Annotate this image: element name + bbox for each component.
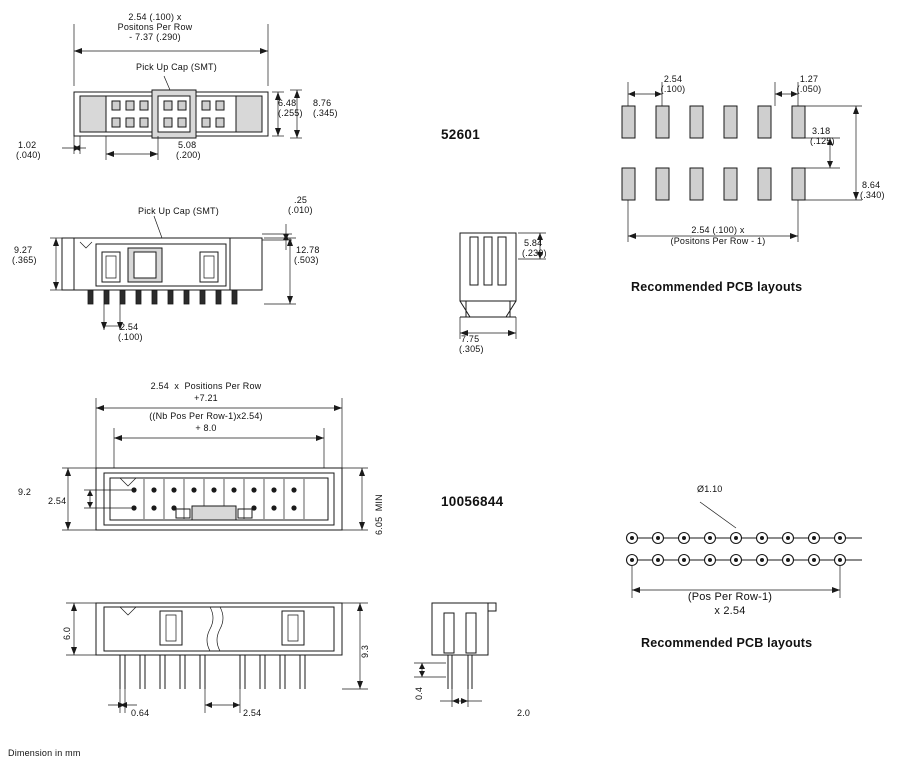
tht-side-dim-6p0: 6.0: [62, 626, 72, 640]
smt-side-dim-0p25-inch: (.010): [288, 205, 313, 215]
tht-end-dim-0p4: 0.4: [414, 686, 424, 700]
footer-note: Dimension in mm: [8, 748, 81, 758]
tht-top-dim-6p05-min: 6.05 MIN: [374, 494, 384, 535]
smt-end-dim-5p84-inch: (.230): [522, 248, 547, 258]
tht-top-dim-overall-line1: 2.54 x Positions Per Row: [150, 381, 262, 391]
tht-end-dim-2p0: 2.0: [517, 708, 531, 718]
smt-side-dim-0p25: .25: [294, 195, 308, 205]
smt-end-dim-5p84: 5.84: [524, 238, 543, 248]
smt-side-dim-12p78: 12.78: [296, 245, 320, 255]
smt-top-dim-pitch-line2: Positons Per Row: [117, 22, 193, 32]
pcb-smt-dim-span-line2: (Positons Per Row - 1): [670, 236, 766, 246]
smt-top-dim-8p76-inch: (.345): [313, 108, 338, 118]
pcb-smt-dim-2p54-inch: (.100): [660, 84, 686, 94]
pcb-smt-dim-2p54: 2.54: [663, 74, 683, 84]
part-number-top: 52601: [441, 127, 481, 142]
tht-top-dim-9p2: 9.2: [18, 487, 32, 497]
tht-side-dim-0p64: 0.64: [131, 708, 150, 718]
pcb-smt-dim-1p27: 1.27: [799, 74, 819, 84]
smt-top-dim-pitch-line3: - 7.37 (.290): [129, 32, 181, 42]
tht-side-dim-2p54: 2.54: [243, 708, 262, 718]
pcb-tht-hole-diameter: Ø1.10: [697, 484, 723, 494]
tht-top-dim-overall-line2: +7.21: [194, 393, 218, 403]
pcb-layout-title-bottom: Recommended PCB layouts: [641, 636, 813, 650]
smt-top-dim-5p08-inch: (.200): [176, 150, 201, 160]
smt-top-dim-6p48-inch: (.255): [278, 108, 303, 118]
smt-top-pickup-cap-label: Pick Up Cap (SMT): [136, 62, 217, 72]
smt-side-dim-9p27-inch: (.365): [12, 255, 37, 265]
smt-end-view-drawing: [430, 215, 580, 355]
smt-top-dim-1p02-inch: (.040): [16, 150, 41, 160]
smt-top-dim-6p48: 6.48: [278, 98, 297, 108]
smt-side-dim-2p54-inch: (.100): [118, 332, 143, 342]
pcb-tht-dim-span-line1: (Pos Per Row-1): [687, 591, 773, 603]
smt-top-dim-1p02: 1.02: [18, 140, 37, 150]
tht-top-dim-pos-line2: + 8.0: [195, 423, 217, 433]
pcb-smt-dim-span-line1: 2.54 (.100) x: [691, 225, 745, 235]
tht-top-dim-2p54: 2.54: [48, 496, 67, 506]
tht-end-view-drawing: [400, 585, 560, 735]
tht-top-dim-pos-line1: ((Nb Pos Per Row-1)x2.54): [149, 411, 263, 421]
smt-side-pickup-cap-label: Pick Up Cap (SMT): [138, 206, 219, 216]
smt-top-dim-8p76: 8.76: [313, 98, 332, 108]
pcb-smt-dim-3p18: 3.18: [812, 126, 831, 136]
part-number-bottom: 10056844: [441, 494, 504, 509]
pcb-tht-dim-span-line2: x 2.54: [714, 605, 746, 617]
pcb-smt-dim-8p64: 8.64: [862, 180, 881, 190]
pcb-layout-smt-drawing: [600, 72, 880, 282]
smt-side-dim-12p78-inch: (.503): [294, 255, 319, 265]
pcb-smt-dim-1p27-inch: (.050): [796, 84, 822, 94]
smt-end-dim-7p75: 7.75: [461, 334, 480, 344]
tht-top-view-drawing: [24, 380, 384, 550]
smt-top-dim-pitch-line1: 2.54 (.100) x: [128, 12, 182, 22]
pcb-smt-dim-8p64-inch: (.340): [860, 190, 885, 200]
smt-side-dim-9p27: 9.27: [14, 245, 33, 255]
smt-top-dim-5p08: 5.08: [178, 140, 197, 150]
smt-end-dim-7p75-inch: (.305): [459, 344, 484, 354]
smt-side-dim-2p54: 2.54: [120, 322, 139, 332]
pcb-smt-dim-3p18-inch: (.125): [810, 136, 835, 146]
tht-side-view-drawing: [24, 585, 384, 735]
tht-side-dim-9p3: 9.3: [360, 644, 370, 658]
pcb-layout-title-top: Recommended PCB layouts: [631, 280, 803, 294]
